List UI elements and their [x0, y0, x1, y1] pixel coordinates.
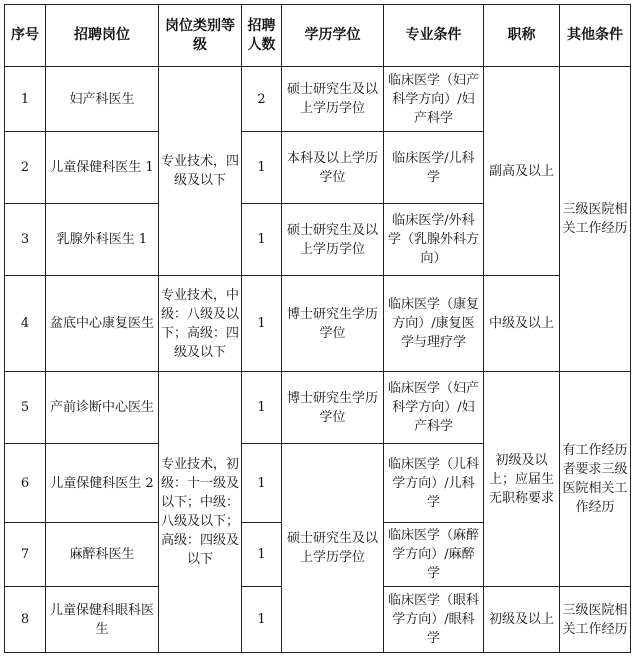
row-major: 临床医学（眼科学方向）/眼科学	[384, 587, 484, 653]
row-seq: 3	[5, 204, 46, 276]
row-count: 2	[242, 67, 282, 132]
category-cell: 专业技术，四级及以下	[159, 67, 242, 276]
row-major: 临床医学/儿科学	[384, 132, 484, 204]
row-count: 1	[242, 372, 282, 444]
table-row	[5, 372, 631, 444]
row-major: 临床医学（儿科学方向）/儿科学	[384, 444, 484, 523]
row-seq: 5	[5, 372, 46, 444]
header-category: 岗位类别等级	[159, 5, 242, 67]
row-education: 硕士研究生及以上学历学位	[282, 204, 384, 276]
category-cell: 专业技术，初级：十一级及以下；中级：八级及以下；高级：四级及以下	[159, 372, 242, 653]
title-cell: 初级及以上	[484, 587, 560, 653]
row-position: 儿童保健科眼科医生	[46, 587, 159, 653]
row-position: 乳腺外科医生 1	[46, 204, 159, 276]
row-education: 博士研究生学历学位	[282, 372, 384, 444]
header-title: 职称	[484, 5, 560, 67]
recruitment-table	[4, 4, 631, 653]
row-position: 产前诊断中心医生	[46, 372, 159, 444]
education-cell: 硕士研究生及以上学历学位	[282, 444, 384, 653]
header-count: 招聘人数	[242, 5, 282, 67]
row-count: 1	[242, 444, 282, 523]
header-row	[5, 5, 631, 67]
title-cell: 副高及以上	[484, 67, 560, 276]
other-cell: 三级医院相关工作经历	[560, 587, 631, 653]
table-row	[5, 276, 631, 372]
row-major: 临床医学（妇产科学方向）/妇产科学	[384, 67, 484, 132]
header-other: 其他条件	[560, 5, 631, 67]
row-count: 1	[242, 587, 282, 653]
row-education: 博士研究生学历学位	[282, 276, 384, 372]
row-position: 盆底中心康复医生	[46, 276, 159, 372]
row-position: 儿童保健科医生 1	[46, 132, 159, 204]
header-position: 招聘岗位	[46, 5, 159, 67]
row-major: 临床医学/外科学（乳腺外科方向）	[384, 204, 484, 276]
row-seq: 4	[5, 276, 46, 372]
header-education: 学历学位	[282, 5, 384, 67]
row-seq: 8	[5, 587, 46, 653]
row-major: 临床医学（康复方向）/康复医学与理疗学	[384, 276, 484, 372]
category-cell: 专业技术，中级：八级及以下；高级：四级及以下	[159, 276, 242, 372]
header-major: 专业条件	[384, 5, 484, 67]
row-major: 临床医学（麻醉学方向）/麻醉学	[384, 523, 484, 587]
row-seq: 2	[5, 132, 46, 204]
row-education: 本科及以上学历学位	[282, 132, 384, 204]
row-seq: 6	[5, 444, 46, 523]
row-seq: 7	[5, 523, 46, 587]
row-position: 麻醉科医生	[46, 523, 159, 587]
title-cell: 中级及以上	[484, 276, 560, 372]
row-count: 1	[242, 276, 282, 372]
row-count: 1	[242, 204, 282, 276]
row-major: 临床医学（妇产科学方向）/妇产科学	[384, 372, 484, 444]
row-seq: 1	[5, 67, 46, 132]
row-count: 1	[242, 132, 282, 204]
other-cell: 三级医院相关工作经历	[560, 67, 631, 372]
header-seq: 序号	[5, 5, 46, 67]
row-position: 儿童保健科医生 2	[46, 444, 159, 523]
table-row	[5, 67, 631, 132]
row-education: 硕士研究生及以上学历学位	[282, 67, 384, 132]
other-cell: 有工作经历者要求三级医院相关工作经历	[560, 372, 631, 587]
row-position: 妇产科医生	[46, 67, 159, 132]
title-cell: 初级及以上；应届生无职称要求	[484, 372, 560, 587]
row-count: 1	[242, 523, 282, 587]
